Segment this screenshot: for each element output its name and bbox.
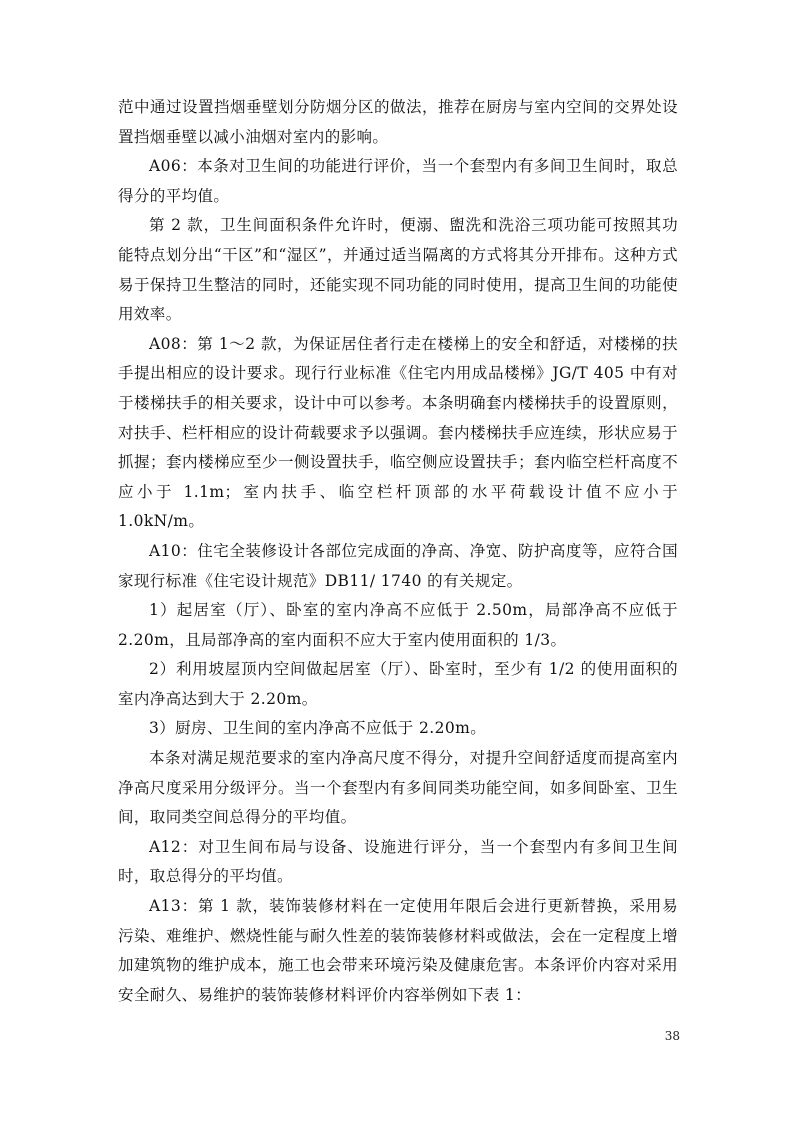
paragraph-continuation: 范中通过设置挡烟垂壁划分防烟分区的做法，推荐在厨房与室内空间的交界处设置挡烟垂壁以减小油烟对室内的影响。 bbox=[118, 98, 678, 146]
paragraph-a10-scoring: 本条对满足规范要求的室内净高尺度不得分，对提升空间舒适度而提高室内净高尺度采用分级评分。当一个套型内有多间同类功能空间，如多间卧室、卫生间，取同类空间总得分的平均值。 bbox=[118, 749, 678, 827]
paragraph-a10: A10：住宅全装修设计各部位完成面的净高、净宽、防护高度等，应符合国家现行标准《住宅设计规范》DB11/ 1740 的有关规定。 bbox=[118, 541, 678, 590]
paragraph-a10-item-2: 2）利用坡屋顶内空间做起居室（厅）、卧室时，至少有 1/2 的使用面积的室内净高达到大于 2.20m。 bbox=[118, 660, 678, 708]
body-text bbox=[118, 93, 678, 1010]
paragraph-a06-item-2: 第 2 款，卫生间面积条件允许时，便溺、盥洗和洗浴三项功能可按照其功能特点划分出“干区”和“湿区”，并通过适当隔离的方式将其分开排布。这种方式易于保持卫生整洁的同时，还能实现不同功能的同时使用，提高卫生间的功能使用效率。 bbox=[118, 216, 678, 324]
paragraph-a06: A06：本条对卫生间的功能进行评价，当一个套型内有多间卫生间时，取总得分的平均值。 bbox=[118, 157, 678, 205]
page-number: 38 bbox=[664, 1029, 680, 1043]
paragraph-a12: A12：对卫生间布局与设备、设施进行评分，当一个套型内有多间卫生间时，取总得分的平均值。 bbox=[118, 837, 678, 886]
paragraph-a10-item-1: 1）起居室（厅）、卧室的室内净高不应低于 2.50m，局部净高不应低于 2.20m，且局部净高的室内面积不应大于室内使用面积的 1/3。 bbox=[118, 601, 678, 649]
paragraph-a08: A08：第 1～2 款，为保证居住者行走在楼梯上的安全和舒适，对楼梯的扶手提出相应的设计要求。现行行业标准《住宅内用成品楼梯》JG/T 405 中有对于楼梯扶手的相关要求，设计中可以参考。本条明确套内楼梯扶手的设置原则，对扶手、栏杆相应的设计荷载要求予以强调。套内楼梯扶手应连续，形状应易于抓握；套内楼梯应至少一侧设置扶手，临空侧应设置扶手；套内临空栏杆高度不应小于 1.1m；室内扶手、临空栏杆顶部的水平荷载设计值不应小于 1.0kN/m。 bbox=[118, 334, 678, 531]
paragraph-a13: A13：第 1 款，装饰装修材料在一定使用年限后会进行更新替换，采用易污染、难维护、燃烧性能与耐久性差的装饰装修材料或做法，会在一定程度上增加建筑物的维护成本，施工也会带来环境污染及健康危害。本条评价内容对采用安全耐久、易维护的装饰装修材料评价内容举例如下表 1： bbox=[118, 897, 678, 1004]
paragraph-a10-item-3: 3）厨房、卫生间的室内净高不应低于 2.20m。 bbox=[149, 719, 487, 738]
